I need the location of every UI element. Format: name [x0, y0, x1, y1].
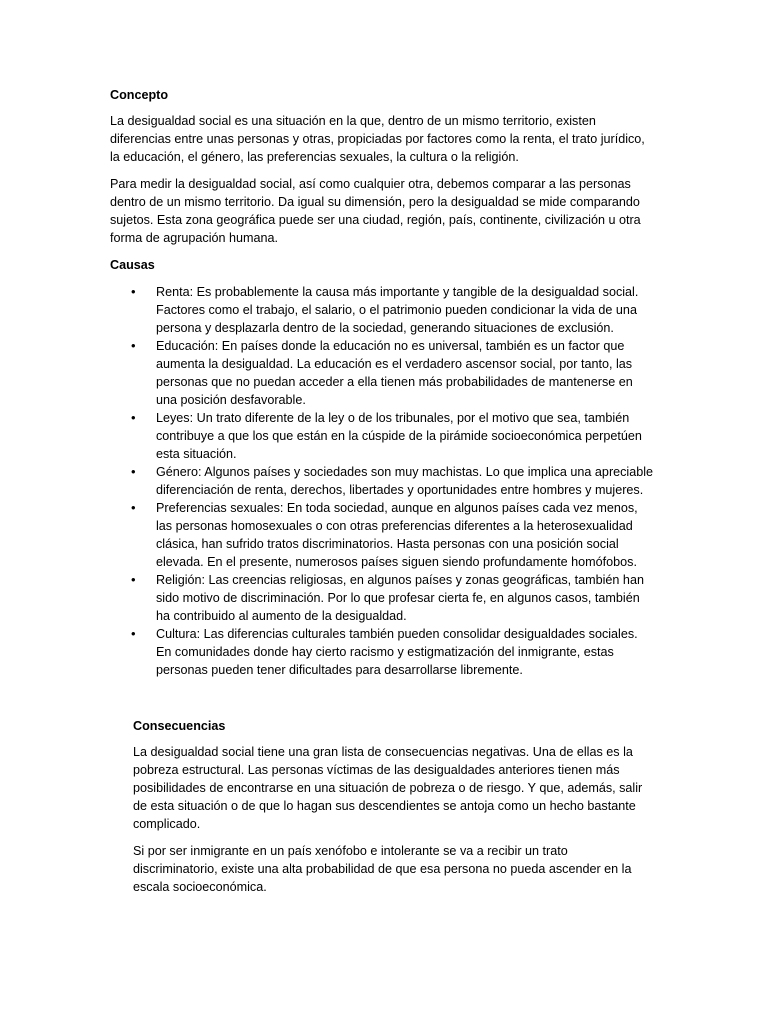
- list-item: [110, 571, 655, 625]
- causa-text-genero: Género: Algunos países y sociedades son muy machistas. Lo que implica una apreciable diferenciación de renta, derechos, libertades y oportunidades entre hombres y mujeres.: [156, 465, 654, 497]
- list-item: [110, 625, 655, 679]
- consecuencias-heading: Consecuencias: [133, 719, 226, 733]
- bullet-icon: •: [131, 410, 136, 425]
- list-item: [110, 409, 655, 463]
- list-item: [110, 499, 655, 571]
- concepto-paragraph-2: Para medir la desigualdad social, así como cualquier otra, debemos comparar a las personas dentro de un mismo territorio. Da igual su dimensión, pero la desigualdad se mide comparando sujetos. Esta zona geográfica puede ser una ciudad, región, país, continente, civilización u otra forma de agrupación humana.: [110, 177, 641, 245]
- document-page: [110, 86, 655, 905]
- causa-text-educacion: Educación: En países donde la educación no es universal, también es un factor que aumenta la desigualdad. La educación es el verdadero ascensor social, por tanto, las personas que no puedan acceder a ella tienen más probabilidades de mantenerse en una posición desfavorable.: [156, 339, 633, 407]
- consecuencias-paragraph-1: La desigualdad social tiene una gran lista de consecuencias negativas. Una de ellas es la pobreza estructural. Las personas víctimas de las desigualdades anteriores tienen más posibilidades de encontrarse en una situación de pobreza o de riesgo. Y que, además, salir de esta situación o de que lo hagan sus descendientes se antoja como un hecho bastante complicado.: [133, 745, 643, 831]
- list-item: [110, 463, 655, 499]
- causa-text-renta: Renta: Es probablemente la causa más importante y tangible de la desigualdad social. Factores como el trabajo, el salario, o el patrimonio pueden condicionar la vida de una persona y desplazarla dentro de la sociedad, generando situaciones de exclusión.: [156, 285, 639, 335]
- concepto-heading: Concepto: [110, 88, 169, 102]
- causas-heading: Causas: [110, 258, 155, 272]
- bullet-icon: •: [131, 572, 136, 587]
- causa-text-preferencias: Preferencias sexuales: En toda sociedad, aunque en algunos países cada vez menos, las personas homosexuales o con otras preferencias diferentes a la heterosexualidad clásica, han sufrido tratos discriminatorios. Hasta personas con una posición social elevada. En el presente, numerosos países siguen siendo profundamente homófobos.: [156, 501, 638, 569]
- bullet-icon: •: [131, 500, 136, 515]
- causa-text-religion: Religión: Las creencias religiosas, en algunos países y zonas geográficas, también han sido motivo de discriminación. Por lo que profesar cierta fe, en algunos casos, también ha contribuido al aumento de la desigualdad.: [156, 573, 644, 623]
- bullet-icon: •: [131, 338, 136, 353]
- list-item: [110, 283, 655, 337]
- causas-list: [110, 283, 655, 679]
- consecuencias-paragraph-2: Si por ser inmigrante en un país xenófobo e intolerante se va a recibir un trato discriminatorio, existe una alta probabilidad de que esa persona no pueda ascender en la escala socioeconómica.: [133, 844, 632, 894]
- bullet-icon: •: [131, 464, 136, 479]
- bullet-icon: •: [131, 284, 136, 299]
- concepto-paragraph-1: La desigualdad social es una situación en la que, dentro de un mismo territorio, existen diferencias entre unas personas y otras, propiciadas por factores como la renta, el trato jurídico, la educación, el género, las preferencias sexuales, la cultura o la religión.: [110, 114, 645, 164]
- causa-text-cultura: Cultura: Las diferencias culturales también pueden consolidar desigualdades sociales. En comunidades donde hay cierto racismo y estigmatización del inmigrante, estas personas pueden tener dificultades para desarrollarse libremente.: [156, 627, 638, 677]
- causa-text-leyes: Leyes: Un trato diferente de la ley o de los tribunales, por el motivo que sea, también contribuye a que los que están en la cúspide de la pirámide socioeconómica perpetúen esta situación.: [156, 411, 642, 461]
- bullet-icon: •: [131, 626, 136, 641]
- list-item: [110, 337, 655, 409]
